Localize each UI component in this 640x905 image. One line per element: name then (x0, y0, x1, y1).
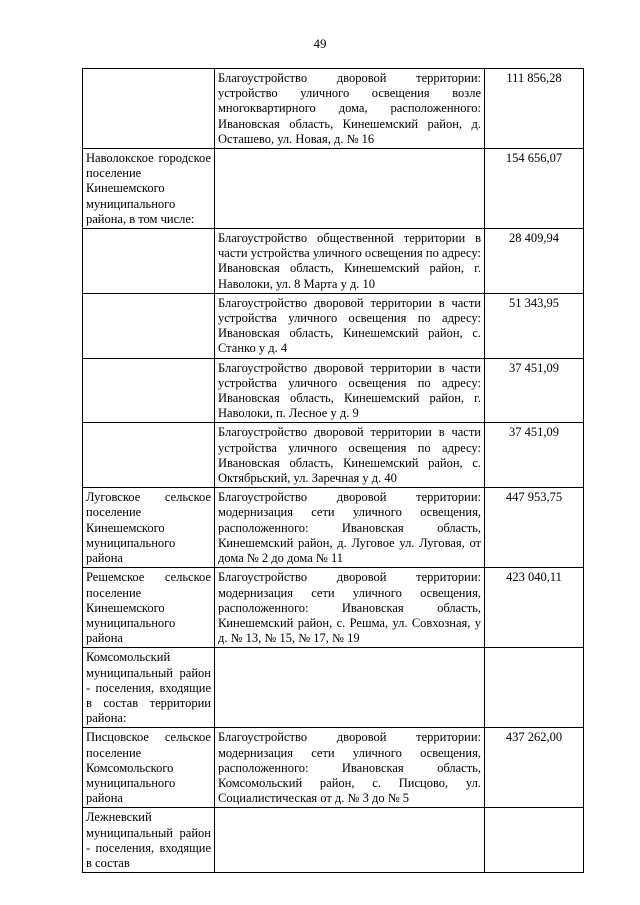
amount-cell: 37 451,09 (485, 423, 584, 488)
project-description: Благоустройство дворовой территории в части устройства уличного освещения по адресу: Ивановская область, Кинешемский район, с. Октябрьский, ул. Заречная у д. 40 (218, 425, 481, 486)
description-cell (215, 293, 485, 358)
amount-cell: 111 856,28 (485, 69, 584, 149)
table-row (83, 423, 584, 488)
amount-cell: 154 656,07 (485, 149, 584, 229)
description-cell (215, 488, 485, 568)
amount-cell: 447 953,75 (485, 488, 584, 568)
municipality-cell (83, 358, 215, 423)
description-cell (215, 728, 485, 808)
amount-cell: 51 343,95 (485, 293, 584, 358)
description-cell (215, 423, 485, 488)
description-cell (215, 648, 485, 728)
municipality-name: Писцовское сельское поселение Комсомольского муниципального района (86, 730, 211, 806)
municipality-cell (83, 293, 215, 358)
table-row (83, 728, 584, 808)
municipality-name: Комсомольский муниципальный район - поселения, входящие в состав территории района: (86, 650, 211, 726)
table-row (83, 69, 584, 149)
funding-table (82, 68, 584, 873)
project-description: Благоустройство дворовой территории в части устройства уличного освещения по адресу: Ивановская область, Кинешемский район, г. Наволоки, п. Лесное у д. 9 (218, 360, 481, 421)
municipality-name: Луговское сельское поселение Кинешемского муниципального района (86, 490, 211, 566)
municipality-cell (83, 568, 215, 648)
description-cell (215, 229, 485, 294)
amount-cell: 437 262,00 (485, 728, 584, 808)
municipality-name: Решемское сельское поселение Кинешемского муниципального района (86, 570, 211, 646)
table-row (83, 568, 584, 648)
description-cell (215, 568, 485, 648)
project-description: Благоустройство дворовой территории: устройство уличного освещения возле многоквартирного дома, расположенного: Ивановская область, Кинешемский район, д. Осташево, ул. Новая, д. № 16 (218, 71, 481, 146)
project-description: Благоустройство дворовой территории в части устройства уличного освещения по адресу: Ивановская область, Кинешемский район, с. Станко у д. 4 (218, 295, 481, 356)
table-row (83, 808, 584, 873)
table-row (83, 358, 584, 423)
amount-cell: 423 040,11 (485, 568, 584, 648)
description-cell (215, 149, 485, 229)
amount-cell (485, 808, 584, 873)
municipality-cell (83, 69, 215, 149)
project-description: Благоустройство дворовой территории: модернизация сети уличного освещения, расположенного: Ивановская область, Кинешемский район, д. Луговое ул. Луговая, от дома № 2 до дома № 11 (218, 490, 481, 566)
amount-cell: 28 409,94 (485, 229, 584, 294)
table-row (83, 149, 584, 229)
description-cell (215, 358, 485, 423)
municipality-cell (83, 149, 215, 229)
table-row (83, 293, 584, 358)
municipality-name: Лежневский муниципальный район - поселения, входящие в состав (86, 810, 211, 870)
municipality-cell (83, 648, 215, 728)
description-cell (215, 808, 485, 873)
municipality-cell (83, 423, 215, 488)
project-description: Благоустройство дворовой территории: модернизация сети уличного освещения, расположенного: Ивановская область, Кинешемский район, с. Решма, ул. Совхозная, у д. № 13, № 15, № 17, № 19 (218, 570, 481, 646)
municipality-cell (83, 808, 215, 873)
project-description: Благоустройство общественной территории в части устройства уличного освещения по адресу: Ивановская область, Кинешемский район, г. Наволоки, ул. 8 Марта у д. 10 (218, 231, 481, 291)
amount-cell: 37 451,09 (485, 358, 584, 423)
municipality-name: Наволокское городское поселение Кинешемского муниципального района, в том числе: (86, 151, 211, 226)
municipality-cell (83, 488, 215, 568)
table-row (83, 229, 584, 294)
amount-cell (485, 648, 584, 728)
table-row (83, 648, 584, 728)
description-cell (215, 69, 485, 149)
municipality-cell (83, 229, 215, 294)
page-number: 49 (313, 36, 327, 51)
table-row (83, 488, 584, 568)
project-description: Благоустройство дворовой территории: модернизация сети уличного освещения, расположенного: Ивановская область, Комсомольский район, с. Писцово, ул. Социалистическая от д. № 3 до № 5 (218, 730, 481, 806)
municipality-cell (83, 728, 215, 808)
